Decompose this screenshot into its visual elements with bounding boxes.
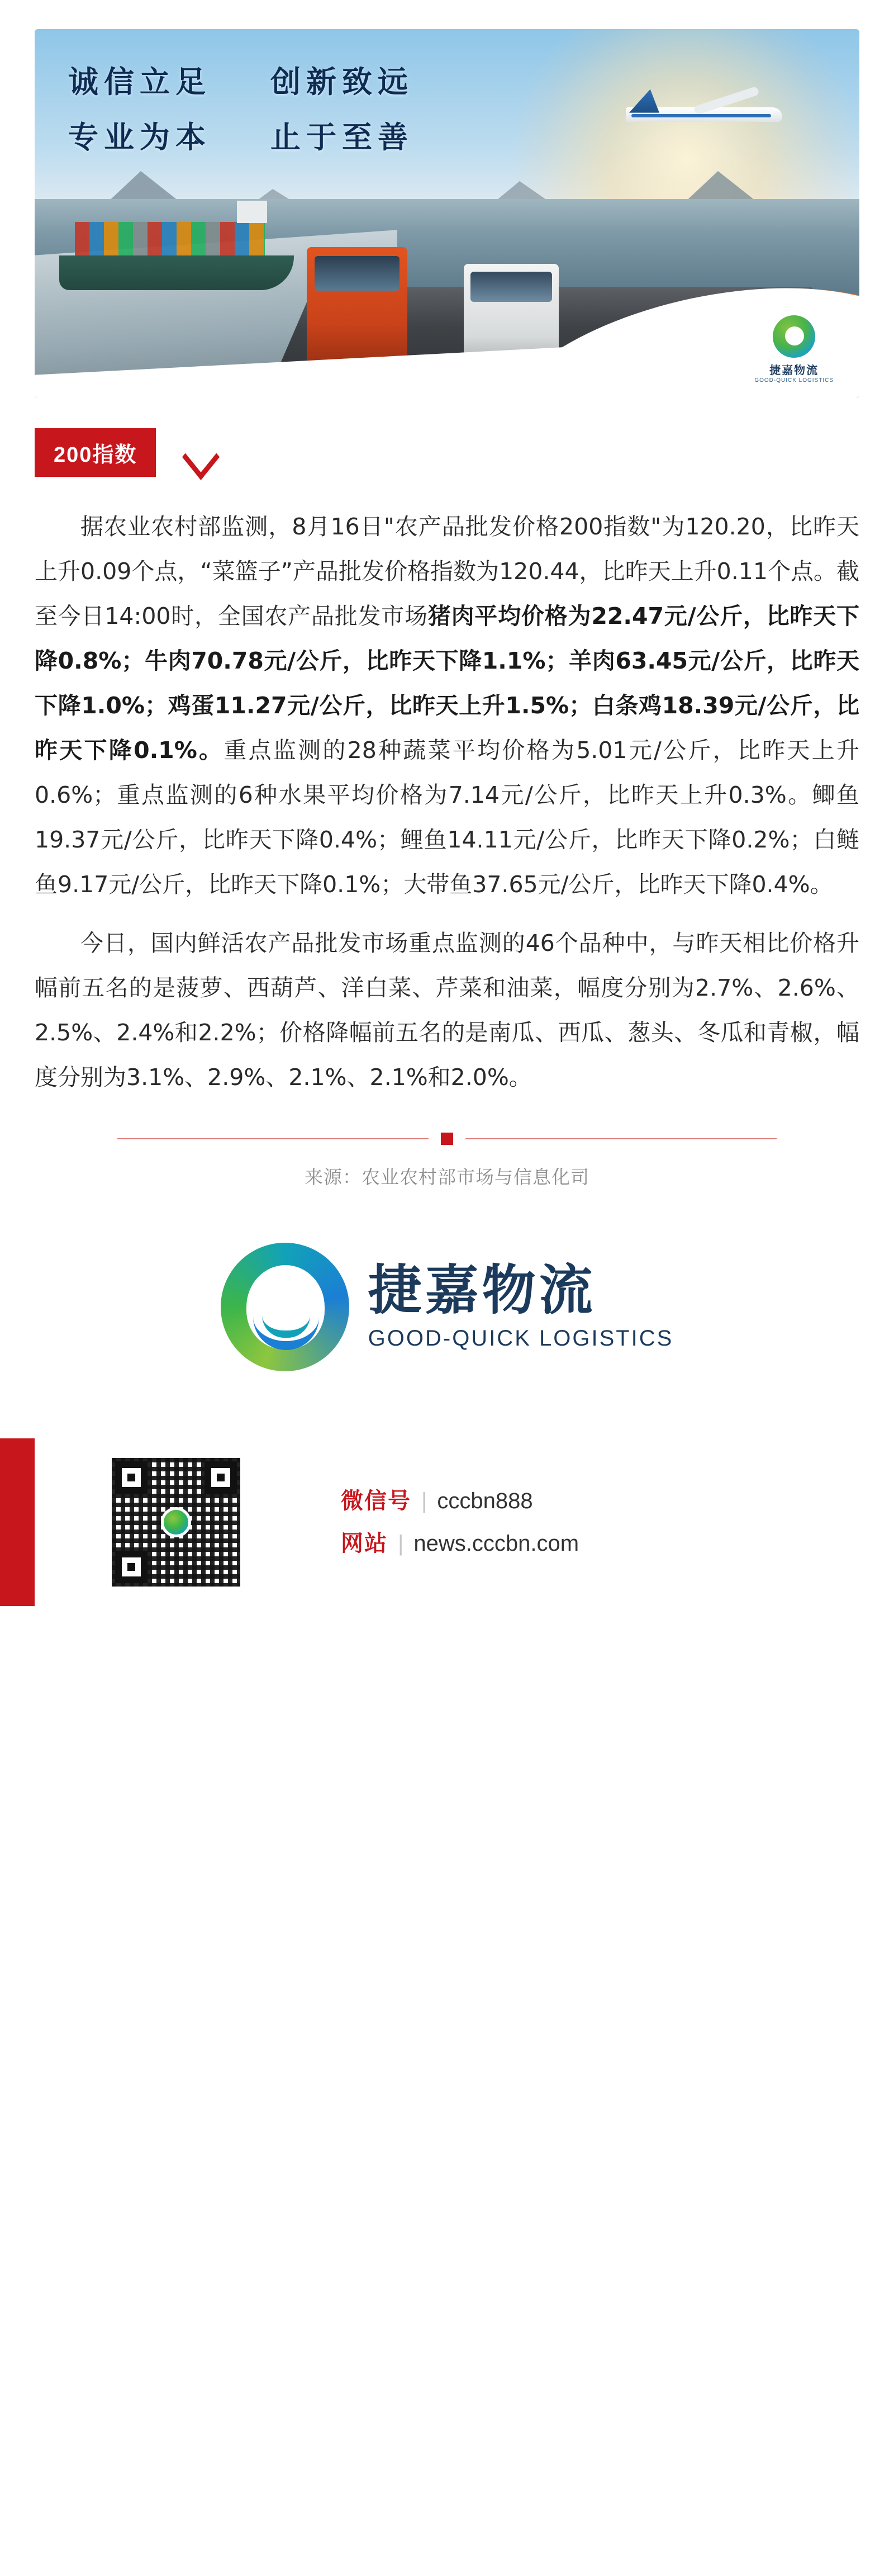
banner-logo: [754, 315, 834, 383]
article-paragraph-2: 今日，国内鲜活农产品批发市场重点监测的46个品种中，与昨天相比价格升幅前五名的是菠萝、西葫芦、洋白菜、芹菜和油菜，幅度分别为2.7%、2.6%、2.5%、2.4%和2.2%；价格降幅前五名的是南瓜、西瓜、葱头、冬瓜和青椒，幅度分别为3.1%、2.9%、2.1%、2.1%和2.0%。: [35, 930, 859, 1091]
truck-windshield: [315, 256, 400, 291]
divider-line-left: [117, 1138, 429, 1139]
shipping-containers: [75, 222, 265, 258]
divider-line-right: [465, 1138, 777, 1139]
slogan-line1-left: 诚信立足: [68, 65, 211, 99]
chevron-down-icon: [184, 442, 217, 463]
hero-banner: [35, 29, 859, 398]
wechat-label: 微信号: [341, 1489, 411, 1514]
truck-windshield: [470, 272, 552, 302]
section-header: [35, 428, 894, 477]
wechat-value[interactable]: cccbn888: [437, 1489, 533, 1514]
footer-red-bar: [0, 1438, 35, 1606]
page-footer: [0, 1438, 894, 1606]
brand-name-block: [368, 1263, 674, 1351]
section-tag-label: 200指数: [35, 428, 156, 477]
article-page: [0, 29, 894, 2576]
ship-bridge: [237, 201, 267, 223]
qr-finder-top-left: [115, 1461, 148, 1494]
plane-stripe: [631, 114, 771, 117]
qr-center-logo-icon: [161, 1507, 191, 1537]
contact-info: [341, 1480, 579, 1565]
slogan-line2-right: 止于至善: [270, 121, 414, 154]
divider-square: [441, 1133, 453, 1145]
divider: [117, 1133, 777, 1145]
brand-logo-icon: [221, 1243, 349, 1371]
brand-name-cn: 捷嘉物流: [368, 1261, 596, 1321]
company-logo-icon: [773, 315, 815, 358]
site-value[interactable]: news.cccbn.com: [413, 1531, 579, 1556]
brand-name-en: GOOD-QUICK LOGISTICS: [368, 1326, 674, 1351]
airplane-icon: [626, 88, 793, 139]
contact-row-wechat: [341, 1480, 579, 1522]
qr-finder-bottom-left: [115, 1551, 148, 1583]
plane-tail: [629, 89, 659, 113]
ship-hull: [59, 255, 294, 290]
slogan-line1-right: 创新致远: [270, 65, 414, 99]
source-text: 来源：农业农村部市场与信息化司: [305, 1167, 589, 1188]
article-paragraph-1: 据农业农村部监测，8月16日"农产品批发价格200指数"为120.20，比昨天上升0.09个点，“菜篮子”产品批发价格指数为120.44，比昨天上升0.11个点。截至今日14:00时，全国农产品批发市场猪肉平均价格为22.47元/公斤，比昨天下降0.8%；牛肉70.78元/公斤，比昨天下降1.1%；羊肉63.45元/公斤，比昨天下降1.0%；鸡蛋11.27元/公斤，比昨天上升1.5%；白条鸡18.39元/公斤，比昨天下降0.1%。重点监测的28种蔬菜平均价格为5.01元/公斤，比昨天上升0.6%；重点监测的6种水果平均价格为7.14元/公斤，比昨天上升0.3%。鲫鱼19.37元/公斤，比昨天下降0.4%；鲤鱼14.11元/公斤，比昨天下降0.2%；白鲢鱼9.17元/公斤，比昨天下降0.1%；大带鱼37.65元/公斤，比昨天下降0.4%。: [35, 513, 859, 898]
cargo-ship-icon: [59, 206, 294, 290]
separator: |: [421, 1489, 427, 1514]
article-body: [35, 505, 859, 1100]
banner-logo-name: 捷嘉物流: [769, 364, 819, 377]
separator: |: [398, 1531, 404, 1556]
banner-slogan: [68, 58, 413, 157]
brand-logo-block: [0, 1243, 894, 1371]
slogan-line2-left: 专业为本: [68, 121, 211, 154]
bottom-spacer: [0, 1606, 894, 1673]
contact-row-site: [341, 1522, 579, 1565]
site-label: 网站: [341, 1531, 388, 1556]
banner-logo-en: GOOD-QUICK LOGISTICS: [754, 377, 834, 383]
qr-code-icon[interactable]: [112, 1458, 240, 1587]
qr-finder-top-right: [205, 1461, 237, 1494]
